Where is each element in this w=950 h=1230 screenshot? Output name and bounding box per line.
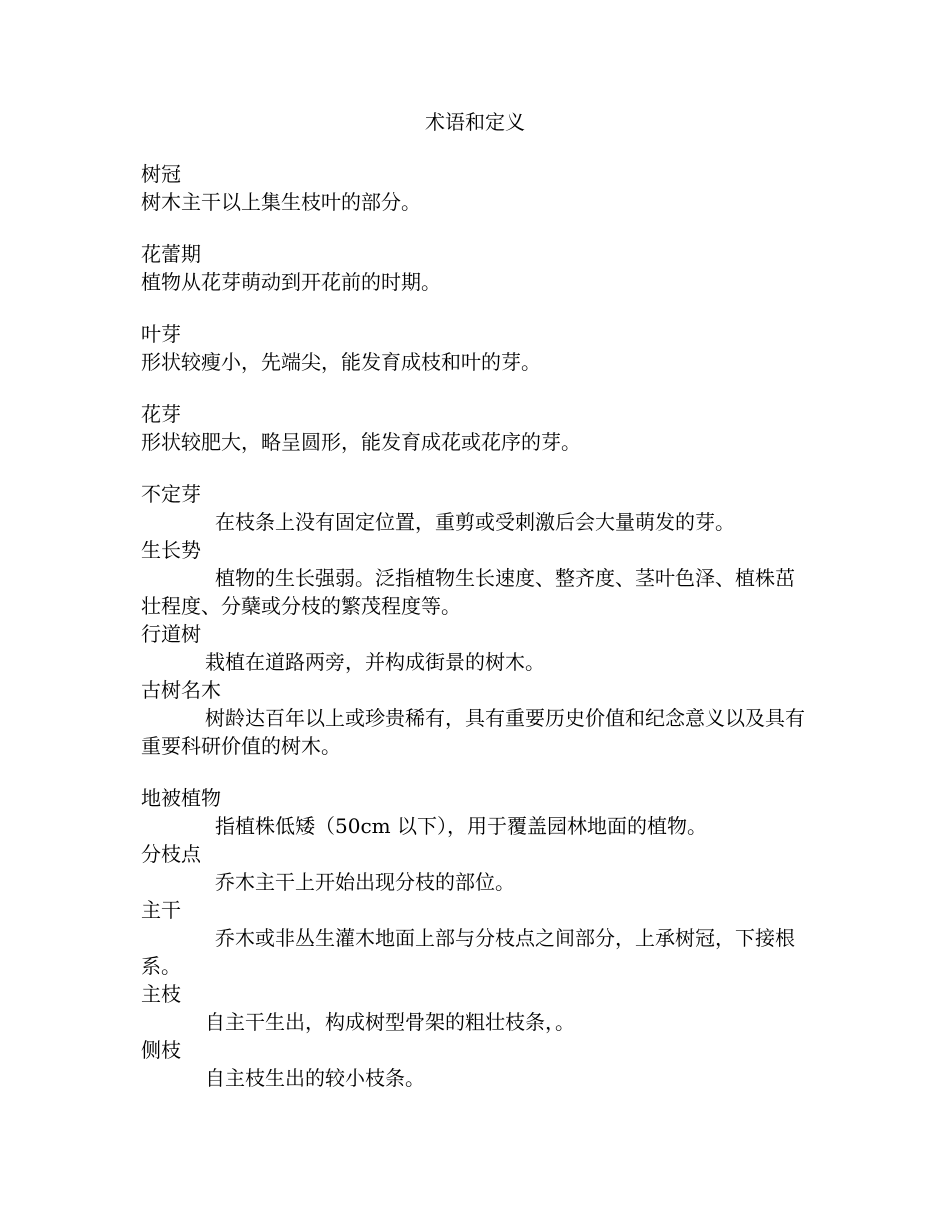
definition-entry xyxy=(141,240,813,296)
definition-entry xyxy=(141,840,813,896)
term-label: 行道树 xyxy=(141,622,201,646)
term-label: 树冠 xyxy=(141,162,181,186)
definition-entry xyxy=(141,980,813,1036)
definition-entry xyxy=(141,320,813,376)
term-definition: 指植株低矮（50cm 以下），用于覆盖园林地面的植物。 xyxy=(215,814,707,838)
term-definition: 植物的生长强弱。泛指植物生长速度、整齐度、茎叶色泽、植株茁壮程度、分蘖或分枝的繁茂程度等。 xyxy=(141,566,795,618)
term-definition: 乔木或非丛生灌木地面上部与分枝点之间部分，上承树冠，下接根系。 xyxy=(141,926,795,978)
term-definition: 在枝条上没有固定位置，重剪或受刺激后会大量萌发的芽。 xyxy=(215,510,735,534)
term-label: 叶芽 xyxy=(141,322,181,346)
term-definition: 形状较肥大，略呈圆形，能发育成花或花序的芽。 xyxy=(141,430,581,454)
term-label: 不定芽 xyxy=(141,482,201,506)
definition-entry xyxy=(141,400,813,456)
term-label: 古树名木 xyxy=(141,678,221,702)
term-definition: 乔木主干上开始出现分枝的部位。 xyxy=(215,870,515,894)
term-label: 花芽 xyxy=(141,402,181,426)
term-label: 主枝 xyxy=(141,982,181,1006)
term-definition: 形状较瘦小，先端尖，能发育成枝和叶的芽。 xyxy=(141,350,541,374)
term-definition: 自主干生出，构成树型骨架的粗壮枝条，。 xyxy=(205,1010,575,1034)
term-definition: 树龄达百年以上或珍贵稀有，具有重要历史价值和纪念意义以及具有重要科研价值的树木。 xyxy=(141,706,805,758)
definition-entry xyxy=(141,896,813,980)
term-definition: 栽植在道路两旁，并构成街景的树木。 xyxy=(205,650,545,674)
term-definition: 植物从花芽萌动到开花前的时期。 xyxy=(141,270,441,294)
document-title: 术语和定义 xyxy=(425,110,525,134)
term-label: 花蕾期 xyxy=(141,242,201,266)
definition-entry xyxy=(141,160,813,216)
term-label: 侧枝 xyxy=(141,1038,181,1062)
definitions-list xyxy=(141,160,813,1092)
definition-entry xyxy=(141,1036,813,1092)
term-label: 生长势 xyxy=(141,538,201,562)
definition-entry xyxy=(141,676,813,760)
term-label: 地被植物 xyxy=(141,786,221,810)
term-definition: 自主枝生出的较小枝条。 xyxy=(205,1066,425,1090)
definition-entry xyxy=(141,536,813,620)
term-label: 主干 xyxy=(141,898,181,922)
definition-entry xyxy=(141,784,813,840)
term-definition: 树木主干以上集生枝叶的部分。 xyxy=(141,190,421,214)
term-label: 分枝点 xyxy=(141,842,201,866)
definition-entry xyxy=(141,480,813,536)
definition-entry xyxy=(141,620,813,676)
